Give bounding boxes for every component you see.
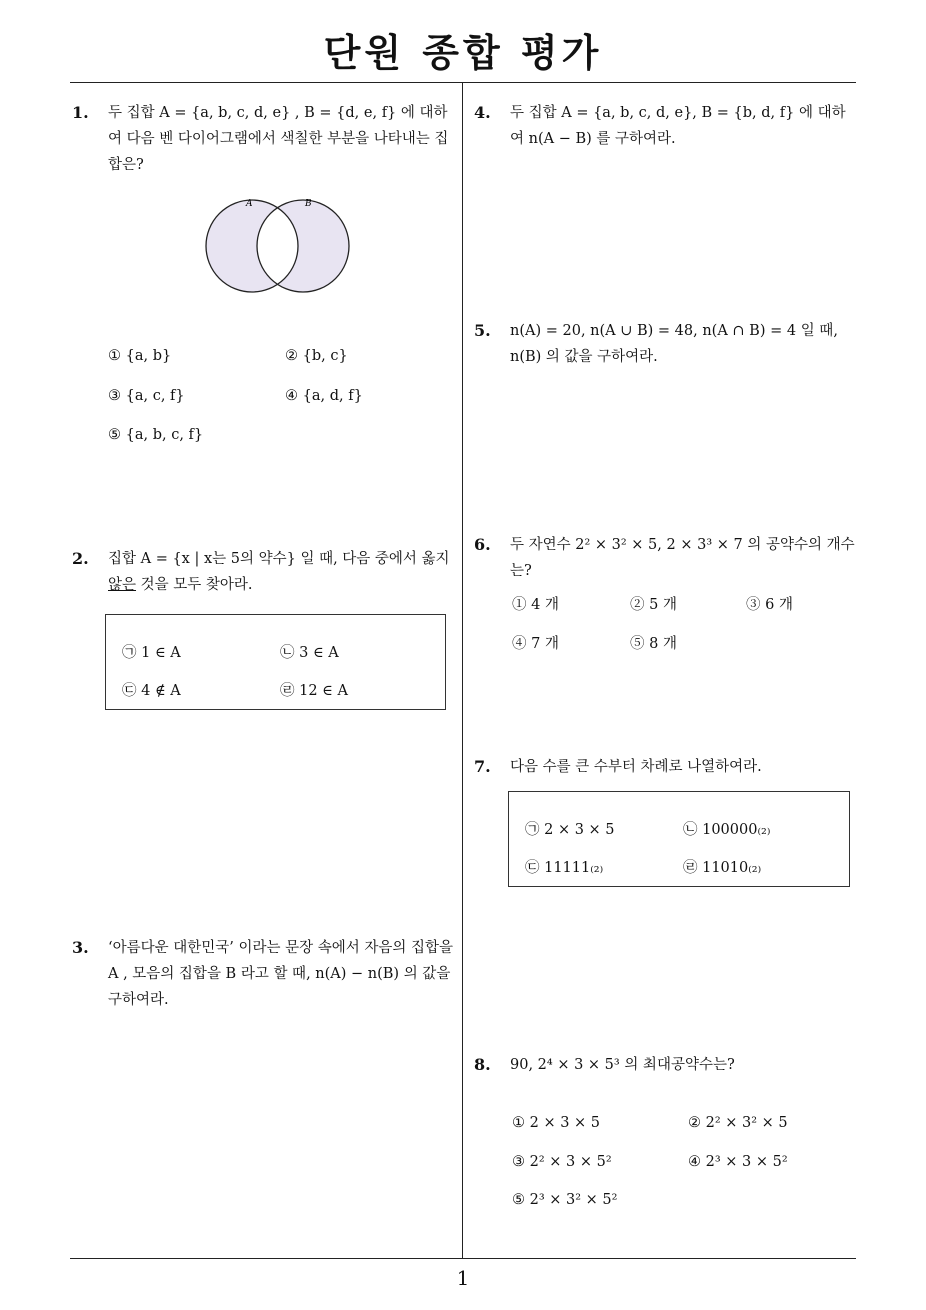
question-5 — [474, 318, 858, 370]
bottom-divider — [70, 1258, 856, 1259]
question-number: 3. — [72, 938, 89, 957]
q6-choice-1[interactable]: ① 4 개 — [512, 597, 559, 613]
question-number: 6. — [474, 535, 491, 554]
q7-item-4: ㉣ 11010₍₂₎ — [683, 860, 762, 876]
q2-item-1: ㉠ 1 ∈ A — [122, 645, 181, 661]
page-title: 단원 종합 평가 — [323, 31, 603, 75]
q8-choice-2[interactable]: ② 2² × 3² × 5 — [688, 1115, 788, 1131]
question-number: 5. — [474, 321, 491, 340]
question-text — [108, 546, 456, 598]
question-7 — [474, 754, 858, 780]
q1-choice-1[interactable]: ① {a, b} — [108, 348, 172, 364]
venn-label-b: B — [305, 199, 312, 209]
question-number: 2. — [72, 549, 89, 568]
question-number: 8. — [474, 1055, 491, 1074]
q8-choice-5[interactable]: ⑤ 2³ × 3² × 5² — [512, 1192, 618, 1208]
question-text: 다음 수를 큰 수부터 차례로 나열하여라. — [510, 759, 762, 775]
q6-choice-3[interactable]: ③ 6 개 — [746, 597, 793, 613]
venn-diagram — [190, 190, 370, 300]
question-2 — [72, 546, 456, 598]
question-text: ‘아름다운 대한민국’ 이라는 문장 속에서 자음의 집합을 A , 모음의 집합을 B 라고 할 때, n(A) − n(B) 의 값을 구하여라. — [108, 940, 454, 1008]
question-number: 4. — [474, 103, 491, 122]
question-text: 두 자연수 2² × 3² × 5, 2 × 3³ × 7 의 공약수의 개수는? — [510, 537, 855, 579]
q7-item-1: ㉠ 2 × 3 × 5 — [525, 822, 615, 838]
q8-choice-3[interactable]: ③ 2² × 3 × 5² — [512, 1154, 612, 1170]
question-number: 7. — [474, 757, 491, 776]
question-1 — [72, 100, 456, 178]
q1-choice-4[interactable]: ④ {a, d, f} — [285, 388, 363, 404]
question-text: n(A) = 20, n(A ∪ B) = 48, n(A ∩ B) = 4 일 때, n(B) 의 값을 구하여라. — [510, 323, 838, 365]
q6-choice-4[interactable]: ④ 7 개 — [512, 636, 559, 652]
q6-choice-2[interactable]: ② 5 개 — [630, 597, 677, 613]
q7-item-2: ㉡ 100000₍₂₎ — [683, 822, 771, 838]
question-8 — [474, 1052, 858, 1078]
question-text: 두 집합 A = {a, b, c, d, e}, B = {b, d, f} 에 대하여 n(A − B) 를 구하여라. — [510, 105, 846, 147]
top-divider — [70, 82, 856, 83]
question-text: 두 집합 A = {a, b, c, d, e} , B = {d, e, f} 에 대하여 다음 벤 다이어그램에서 색칠한 부분을 나타내는 집합은? — [108, 105, 449, 173]
q2-item-3: ㉢ 4 ∉ A — [122, 683, 181, 699]
q1-choice-3[interactable]: ③ {a, c, f} — [108, 388, 185, 404]
q8-choice-1[interactable]: ① 2 × 3 × 5 — [512, 1115, 601, 1131]
question-3 — [72, 935, 456, 1013]
q2-item-4: ㉣ 12 ∈ A — [280, 683, 348, 699]
q8-choice-4[interactable]: ④ 2³ × 3 × 5² — [688, 1154, 788, 1170]
q1-choice-5[interactable]: ⑤ {a, b, c, f} — [108, 427, 204, 443]
question-text: 90, 2⁴ × 3 × 5³ 의 최대공약수는? — [510, 1057, 735, 1073]
question-text-part: 것을 모두 찾아라. — [136, 577, 253, 593]
q2-item-2: ㉡ 3 ∈ A — [280, 645, 339, 661]
venn-label-a: A — [246, 199, 253, 209]
question-4 — [474, 100, 858, 152]
page-number: 1 — [456, 1266, 470, 1290]
question-text-part: 집합 A = {x | x는 5의 약수} 일 때, 다음 중에서 옳지 — [108, 551, 450, 567]
q1-choice-2[interactable]: ② {b, c} — [285, 348, 348, 364]
underlined-word: 않은 — [108, 577, 137, 593]
question-6 — [474, 532, 858, 584]
q7-item-3: ㉢ 11111₍₂₎ — [525, 860, 604, 876]
column-divider — [462, 82, 463, 1258]
q6-choice-5[interactable]: ⑤ 8 개 — [630, 636, 677, 652]
question-number: 1. — [72, 103, 89, 122]
